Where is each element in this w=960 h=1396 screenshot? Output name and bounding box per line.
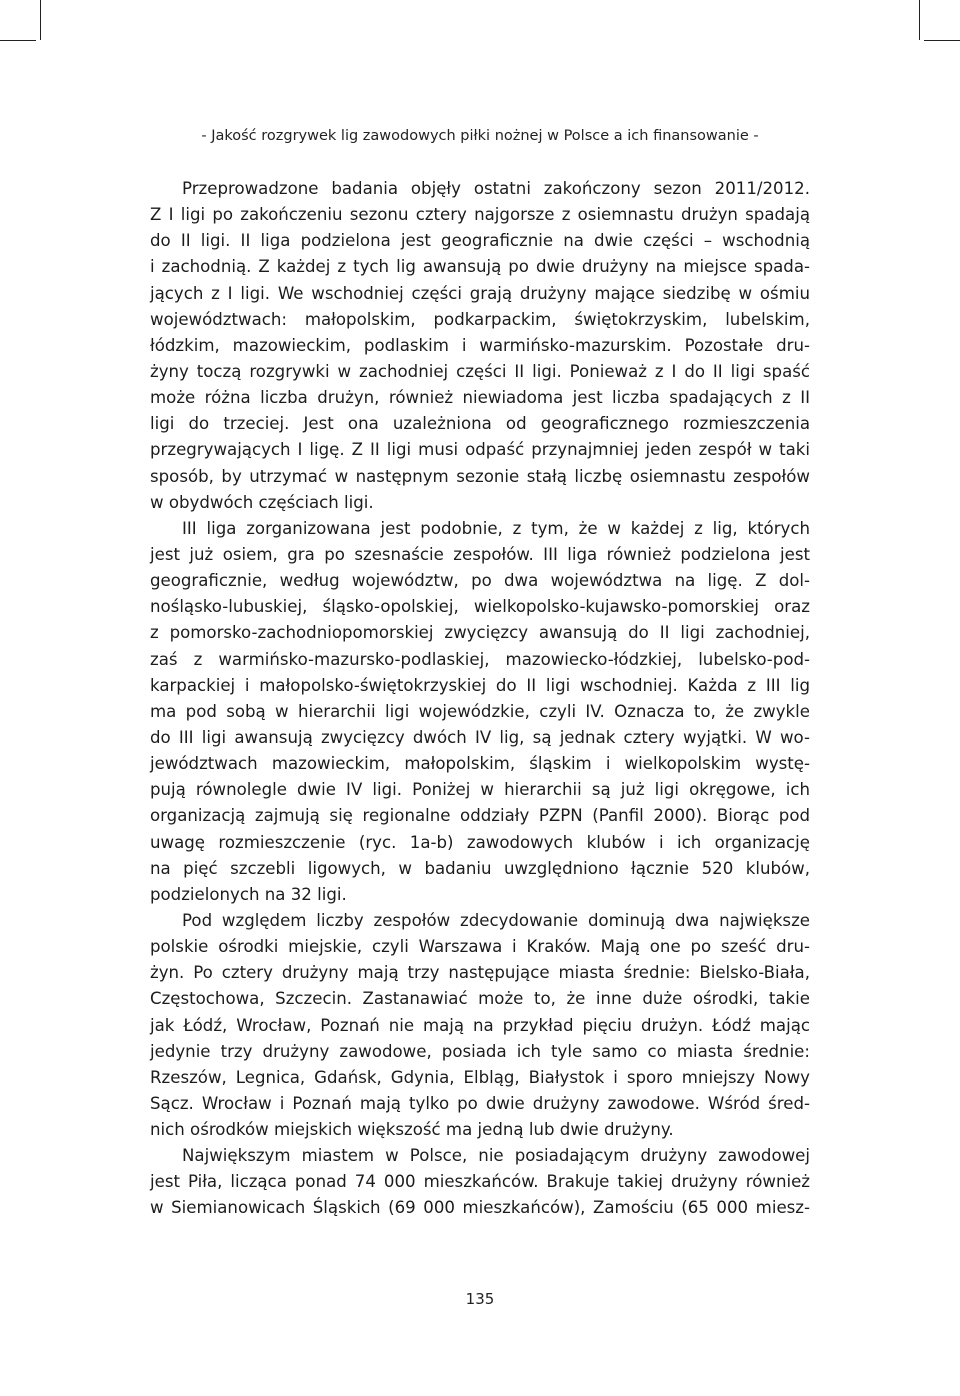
text-line: Największym miastem w Polsce, nie posiadającym drużyny zawodowej xyxy=(182,1146,810,1166)
text-line: nich ośrodków miejskich większość ma jedną lub dwie drużyny. xyxy=(150,1120,674,1140)
text-line: polskie ośrodki miejskie, czyli Warszawa i Kraków. Mają one po sześć dru- xyxy=(150,937,810,957)
text-line: i zachodnią. Z każdej z tych lig awansują po dwie drużyny na miejsce spada- xyxy=(150,257,810,277)
paragraph xyxy=(150,908,810,1143)
text-line: może różna liczba drużyn, również niewiadoma jest liczba spadających z II xyxy=(150,388,810,408)
paragraph xyxy=(150,176,810,516)
text-line: Z I ligi po zakończeniu sezonu cztery najgorsze z osiemnastu drużyn spadają xyxy=(150,205,810,225)
text-line: Sącz. Wrocław i Poznań mają tylko po dwie drużyny zawodowe. Wśród śred- xyxy=(150,1093,810,1113)
text-line: nośląsko-lubuskiej, śląsko-opolskiej, wielkopolsko-kujawsko-pomorskiej oraz xyxy=(150,597,810,617)
text-line: jewództwach mazowieckim, małopolskim, śląskim i wielkopolskim wystę- xyxy=(150,754,810,774)
text-line: jak Łódź, Wrocław, Poznań nie mają na przykład pięciu drużyn. Łódź mając xyxy=(150,1015,810,1035)
page-number: 135 xyxy=(465,1290,495,1308)
text-line: żyn. Po cztery drużyny mają trzy następujące miasta średnie: Bielsko-Biała, xyxy=(150,963,810,983)
text-line: geograficznie, według województw, po dwa województwa na ligę. Z dol- xyxy=(150,571,810,591)
crop-mark-top-left xyxy=(40,0,41,40)
text-line: z pomorsko-zachodniopomorskiej zwycięzcy awansują do II ligi zachodniej, xyxy=(150,623,810,643)
text-line: III liga zorganizowana jest podobnie, z tym, że w każdej z lig, których xyxy=(182,518,810,538)
running-header: - Jakość rozgrywek lig zawodowych piłki nożnej w Polsce a ich finansowanie - xyxy=(201,128,759,144)
crop-mark-top-right xyxy=(919,0,920,40)
text-line: w Siemianowicach Śląskich (69 000 mieszkańców), Zamościu (65 000 miesz- xyxy=(150,1198,810,1218)
text-line: jedynie trzy drużyny zawodowe, posiada ich tyle samo co miasta średnie: xyxy=(150,1041,810,1061)
text-line: do II ligi. II liga podzielona jest geograficznie na dwie części – wschodnią xyxy=(150,231,810,251)
text-line: do III ligi awansują zwycięzcy dwóch IV lig, są jednak cztery wyjątki. W wo- xyxy=(150,727,810,747)
text-line: ma pod sobą w hierarchii ligi wojewódzkie, czyli IV. Oznacza to, że zwykle xyxy=(150,701,810,721)
paragraph xyxy=(150,1143,810,1221)
text-line: Pod względem liczby zespołów zdecydowanie dominują dwa największe xyxy=(182,910,810,930)
crop-mark-right-top xyxy=(924,40,960,41)
text-line: na pięć szczebli ligowych, w badaniu uwzględniono łącznie 520 klubów, xyxy=(150,858,810,878)
text-line: organizacją zajmują się regionalne oddziały PZPN (Panfil 2000). Biorąc pod xyxy=(150,806,810,826)
text-line: zaś z warmińsko-mazursko-podlaskiej, mazowiecko-łódzkiej, lubelsko-pod- xyxy=(150,649,810,669)
text-line: karpackiej i małopolsko-świętokrzyskiej do II ligi wschodniej. Każda z III lig xyxy=(150,675,810,695)
crop-mark-left-top xyxy=(0,40,36,41)
text-line: ligi do trzeciej. Jest ona uzależniona od geograficznego rozmieszczenia xyxy=(150,414,810,434)
text-line: żyny toczą rozgrywki w zachodniej części II ligi. Ponieważ z I do II ligi spaść xyxy=(150,361,810,381)
text-line: pują równolegle dwie IV ligi. Poniżej w hierarchii są już ligi okręgowe, ich xyxy=(150,780,810,800)
text-line: łódzkim, mazowieckim, podlaskim i warmińsko-mazurskim. Pozostałe dru- xyxy=(150,335,810,355)
text-line: sposób, by utrzymać w następnym sezonie stałą liczbę osiemnastu zespołów xyxy=(150,466,810,486)
text-line: Rzeszów, Legnica, Gdańsk, Gdynia, Elbląg, Białystok i sporo mniejszy Nowy xyxy=(150,1067,810,1087)
text-line: podzielonych na 32 ligi. xyxy=(150,884,347,904)
text-line: jących z I ligi. We wschodniej części grają drużyny mające siedzibę w ośmiu xyxy=(150,283,810,303)
text-line: Przeprowadzone badania objęły ostatni zakończony sezon 2011/2012. xyxy=(182,179,810,198)
text-line: jest już osiem, gra po szesnaście zespołów. III liga również podzielona jest xyxy=(150,544,810,564)
body-text xyxy=(150,176,810,1222)
text-line: przegrywających I ligę. Z II ligi musi odpaść przynajmniej jeden zespół w taki xyxy=(150,440,810,460)
text-line: uwagę rozmieszczenie (ryc. 1a-b) zawodowych klubów i ich organizację xyxy=(150,832,810,852)
text-line: w obydwóch częściach ligi. xyxy=(150,492,374,512)
text-line: jest Piła, licząca ponad 74 000 mieszkańców. Brakuje takiej drużyny również xyxy=(150,1172,810,1192)
paragraph xyxy=(150,516,810,908)
text-line: województwach: małopolskim, podkarpackim, świętokrzyskim, lubelskim, xyxy=(150,309,810,329)
text-line: Częstochowa, Szczecin. Zastanawiać może to, że inne duże ośrodki, takie xyxy=(150,989,810,1009)
